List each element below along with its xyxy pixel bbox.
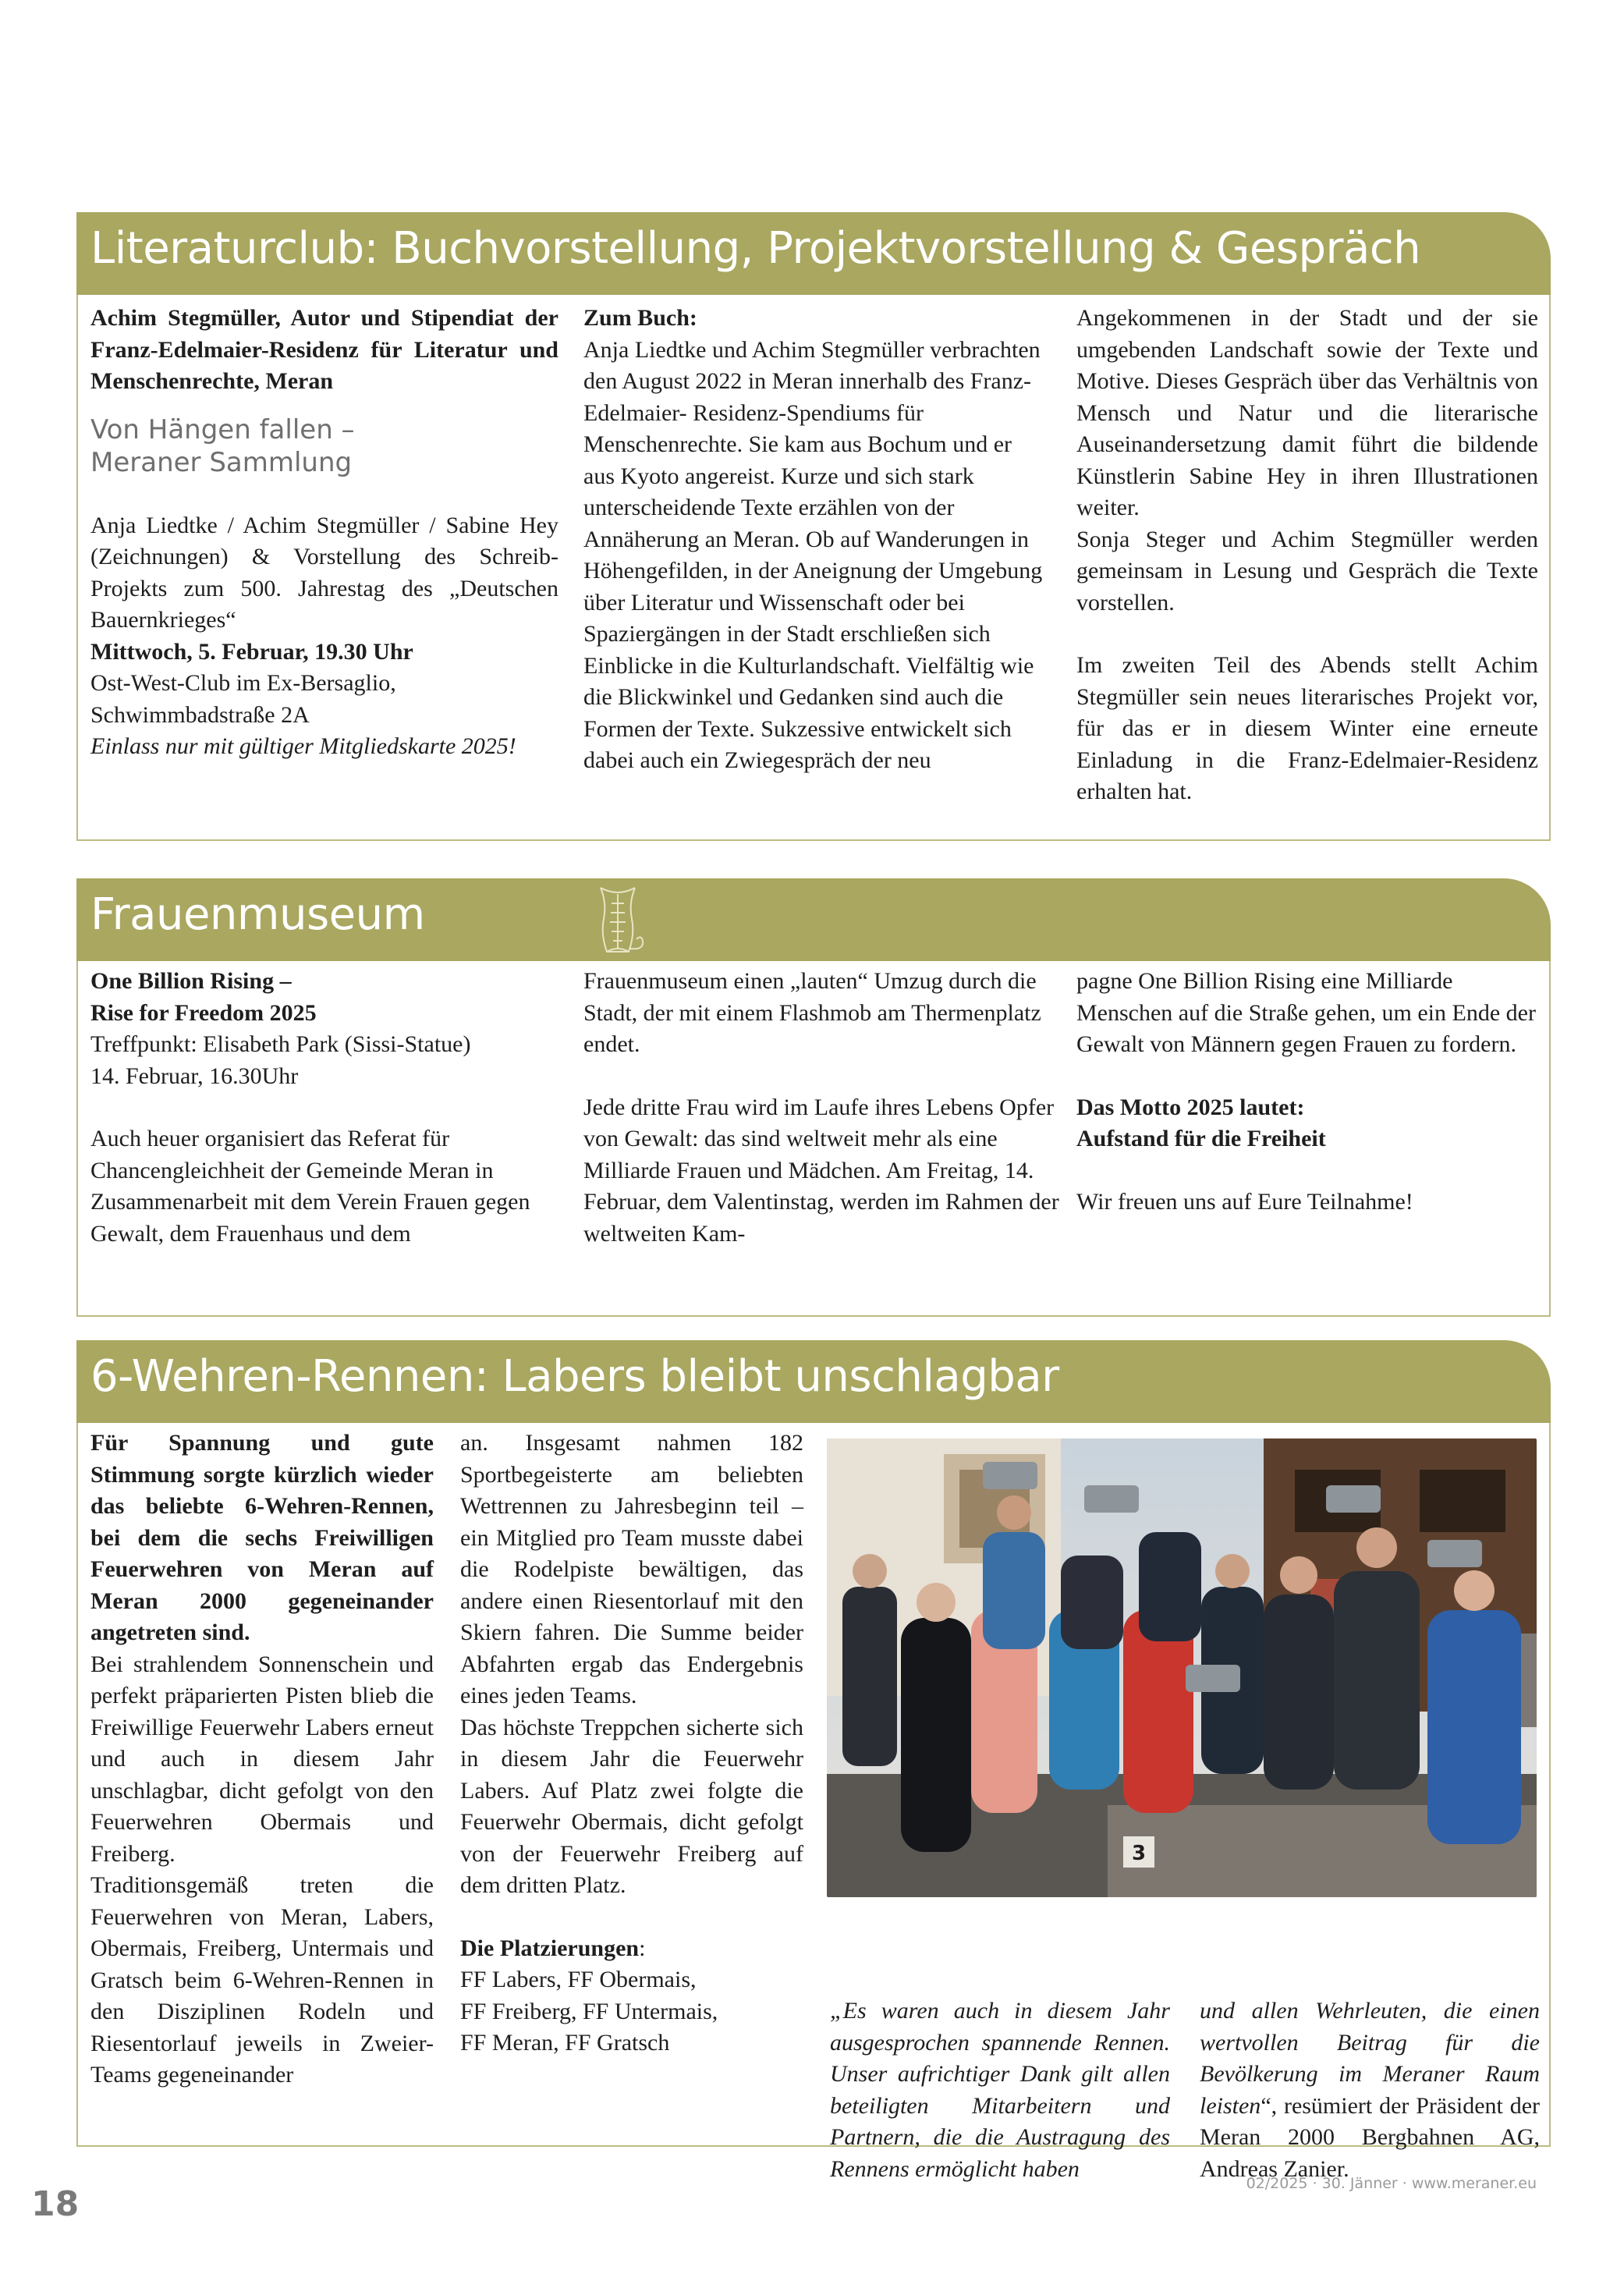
event-title-line-2: Rise for Freedom 2025 — [90, 999, 317, 1026]
lead-paragraph: Für Spannung und gute Stimmung sorgte kürzlich wieder das beliebte 6-Wehren-Rennen, bei dem die sechs Freiwilligen Feuerwehren von Meran auf Meran 2000 gegeneinander angetreten sind. — [90, 1430, 434, 1645]
closing-line: Wir freuen uns auf Eure Teilnahme! — [1076, 1188, 1413, 1215]
corset-icon — [583, 880, 654, 958]
paragraph: pagne One Billion Rising eine Milliarde Menschen auf die Straße gehen, um ein Ende der Gewalt von Männern gegen Frauen zu fordern. — [1076, 968, 1536, 1057]
event-date: Mittwoch, 5. Februar, 19.30 Uhr — [90, 638, 413, 665]
book-subtitle-line-2: Meraner Sammlung — [90, 446, 353, 478]
team-photo-illustration — [827, 1438, 1537, 1897]
section-box — [76, 961, 1551, 1317]
results-line: FF Meran, FF Gratsch — [460, 2030, 670, 2056]
paragraph: an. Insgesamt nahmen 182 Sportbegeisterte am beliebten Wettrennen zu Jahresbeginn teil – ein Mitglied pro Team musste dabei die Rodelpiste bewältigen, das andere einen Riesentorlauf mit den Skiern fahren. Die Summe beider Abfahrten ergab das Endergebnis eines jeden Teams. — [460, 1430, 803, 1708]
event-description: Anja Liedtke / Achim Stegmüller / Sabine Hey (Zeichnungen) & Vorstellung des Schreib-Projekts zum 500. Jahrestag des „Deutschen Bauernkrieges“ — [90, 512, 558, 633]
results-line: FF Labers, FF Obermais, — [460, 1967, 697, 1992]
footer-info: 02/2025 · 30. Jänner · www.meraner.eu — [1246, 2175, 1537, 2192]
column-3 — [1076, 966, 1537, 1218]
column-2 — [583, 303, 1045, 777]
results-heading-colon: : — [639, 1935, 646, 1961]
literaturclub-section — [76, 212, 1551, 841]
author-intro: Achim Stegmüller, Autor und Stipendiat der Franz-Edelmaier-Residenz für Literatur und Menschenrechte, Meran — [90, 305, 558, 394]
paragraph: Auch heuer organisiert das Referat für Chancengleichheit der Gemeinde Meran in Zusammenarbeit mit dem Verein Frauen gegen Gewalt, dem Frauenhaus und dem — [90, 1126, 530, 1247]
paragraph: Das höchste Treppchen sicherte sich in diesem Jahr die Feuerwehr Labers. Auf Platz zwei folgte die Feuerwehr Obermais, dicht gefolgt von der Feuerwehr Freiberg auf dem dritten Platz. — [460, 1714, 803, 1898]
book-heading: Zum Buch: — [583, 305, 697, 331]
paragraph: Im zweiten Teil des Abends stellt Achim Stegmüller sein neues literarisches Projekt vor, für das er in diesem Winter eine erneute Einladung in die Franz-Edelmaier-Residenz erhalten hat. — [1076, 652, 1538, 804]
paragraph: Traditionsgemäß treten die Feuerwehren von Meran, Labers, Obermais, Freiberg, Untermais und Gratsch beim 6-Wehren-Rennen in den Disziplinen Rodeln und Riesentorlauf jeweils in Zweier-Teams gegeneinander — [90, 1872, 434, 2088]
column-2 — [583, 966, 1061, 1250]
results-line: FF Freiberg, FF Untermais, — [460, 1998, 718, 2024]
paragraph: Angekommenen in der Stadt und der sie umgebenden Landschaft sowie der Texte und Motive. Dieses Gespräch über das Verhältnis von Mensch und Natur und die literarische Auseinandersetzung damit führt die bildende Künstlerin Sabine Hey in ihren Illustrationen weiter. — [1076, 305, 1538, 520]
event-date: 14. Februar, 16.30Uhr — [90, 1062, 299, 1089]
paragraph: Bei strahlendem Sonnenschein und perfekt präparierten Pisten blieb die Freiwillige Feuerwehr Labers erneut und auch in diesem Jahr unschlagbar, dicht gefolgt von den Feuerwehren Obermais und Freiberg. — [90, 1651, 434, 1867]
book-subtitle — [90, 413, 558, 479]
section-title: 6-Wehren-Rennen: Labers bleibt unschlagbar — [90, 1351, 1059, 1402]
section-header — [76, 878, 1551, 961]
paragraph: Frauenmuseum einen „lauten“ Umzug durch die Stadt, der mit einem Flashmob am Thermenplatz endet. — [583, 968, 1041, 1057]
section-header — [76, 212, 1551, 295]
page-number: 18 — [31, 2184, 80, 2224]
quote-right-italic: und allen Wehrleuten, die einen wertvollen Beitrag für die Bevölkerung im Meraner Raum leisten — [1200, 1998, 1540, 2119]
podium-number: 3 — [1131, 1842, 1147, 1865]
motto-label: Das Motto 2025 lautet: — [1076, 1094, 1305, 1120]
frauenmuseum-section — [76, 878, 1551, 1315]
section-box — [76, 295, 1551, 841]
event-note: Einlass nur mit gültiger Mitgliedskarte 2025! — [90, 733, 516, 759]
column-1 — [90, 1428, 434, 2091]
book-text: Anja Liedtke und Achim Stegmüller verbrachten den August 2022 in Meran innerhalb des Franz-Edelmaier- Residenz-Spendiums für Menschenrechte. Sie kam aus Bochum und er aus Kyoto angereist. Kurze und sich stark unterscheidende Texte erzählen von der Annäherung an Meran. Ob auf Wanderungen in Höhengefilden, in der Aneignung der Umgebung über Literatur und Wissenschaft oder bei Spaziergängen in der Stadt erschließen sich Einblicke in die Kulturlandschaft. Vielfältig wie die Blickwinkel und Gedanken sind auch die Formen der Texte. Sukzessive entwickelt sich dabei auch ein Zwiegespräch der neu — [583, 336, 1043, 773]
quote-right — [1200, 1995, 1540, 2185]
column-1 — [90, 966, 574, 1250]
column-2 — [460, 1428, 803, 2059]
quote-right-attribution: “, resümiert der Präsident der Meran 2000 Bergbahnen AG, Andreas Zanier. — [1200, 2092, 1540, 2182]
section-title: Literaturclub: Buchvorstellung, Projektvorstellung & Gespräch — [90, 223, 1421, 274]
team-photo — [827, 1438, 1537, 1897]
paragraph: Sonja Steger und Achim Stegmüller werden gemeinsam in Lesung und Gespräch die Texte vorstellen. — [1076, 526, 1538, 615]
meeting-point: Treffpunkt: Elisabeth Park (Sissi-Statue) — [90, 1031, 471, 1057]
section-title: Frauenmuseum — [90, 889, 425, 940]
event-place: Ost-West-Club im Ex-Bersaglio, Schwimmbadstraße 2A — [90, 670, 396, 728]
section-header — [76, 1340, 1551, 1423]
results-heading — [460, 1933, 803, 1965]
column-3 — [1076, 303, 1538, 808]
results-heading-label: Die Platzierungen — [460, 1935, 640, 1961]
column-1 — [90, 303, 558, 763]
paragraph: Jede dritte Frau wird im Laufe ihres Lebens Opfer von Gewalt: das sind weltweit mehr als eine Milliarde Frauen und Mädchen. Am Freitag, 14. Februar, dem Valentinstag, werden im Rahmen der weltweiten Kam- — [583, 1094, 1059, 1247]
quote-left: „Es waren auch in diesem Jahr ausgesprochen spannende Rennen. Unser aufrichtiger Dank gilt allen beteiligten Mitarbeitern und Partnern, die die Austragung des Rennens ermöglicht haben — [830, 1998, 1170, 2182]
event-title-line-1: One Billion Rising – — [90, 968, 292, 994]
book-subtitle-line-1: Von Hängen fallen – — [90, 413, 355, 445]
motto-text: Aufstand für die Freiheit — [1076, 1126, 1326, 1151]
